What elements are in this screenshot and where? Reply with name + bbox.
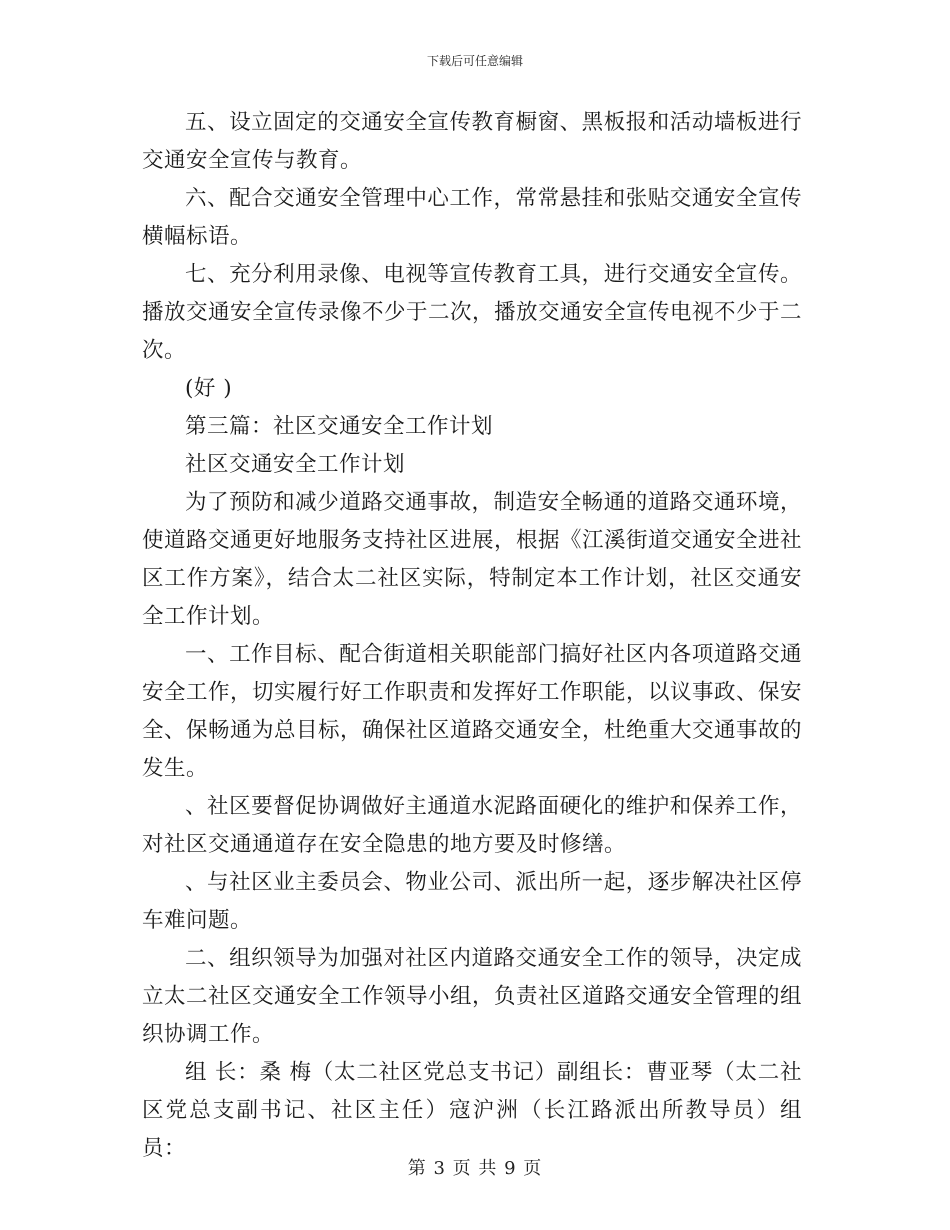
document-body <box>142 104 802 1168</box>
paragraph: 五、设立固定的交通安全宣传教育橱窗、黑板报和活动墙板进行交通安全宣传与教育。 <box>142 110 802 173</box>
paragraph: 、与社区业主委员会、物业公司、派出所一起，逐步解决社区停车难问题。 <box>142 870 802 933</box>
page-header: 下载后可任意编辑 <box>426 54 523 68</box>
document-title: 社区交通安全工作计划 <box>185 452 406 477</box>
paragraph: (好 ) <box>185 376 233 401</box>
paragraph: 七、充分利用录像、电视等宣传教育工具，进行交通安全宣传。播放交通安全宣传录像不少于二次，播放交通安全宣传电视不少于二次。 <box>142 262 803 363</box>
page-number: 第 3 页 共 9 页 <box>407 1158 543 1179</box>
paragraph: 一、工作目标、配合街道相关职能部门搞好社区内各项道路交通安全工作，切实履行好工作职责和发挥好工作职能，以议事政、保安全、保畅通为总目标，确保社区道路交通安全，杜绝重大交通事故的发生。 <box>142 642 803 781</box>
paragraph: 二、组织领导为加强对社区内道路交通安全工作的领导，决定成立太二社区交通安全工作领导小组，负责社区道路交通安全管理的组织协调工作。 <box>142 946 803 1047</box>
paragraph: 为了预防和减少道路交通事故，制造安全畅通的道路交通环境，使道路交通更好地服务支持社区进展，根据《江溪街道交通安全进社区工作方案》，结合太二社区实际，特制定本工作计划，社区交通安全工作计划。 <box>142 490 803 629</box>
paragraph: 组 长：桑 梅（太二社区党总支书记）副组长：曹亚琴（太二社区党总支副书记、社区主任）寇沪洲（长江路派出所教导员）组 员： <box>142 1060 802 1161</box>
paragraph: 六、配合交通安全管理中心工作，常常悬挂和张贴交通安全宣传横幅标语。 <box>142 186 802 249</box>
section-title: 第三篇：社区交通安全工作计划 <box>185 414 494 439</box>
paragraph: 、社区要督促协调做好主通道水泥路面硬化的维护和保养工作，对社区交通通道存在安全隐患的地方要及时修缮。 <box>142 794 802 857</box>
